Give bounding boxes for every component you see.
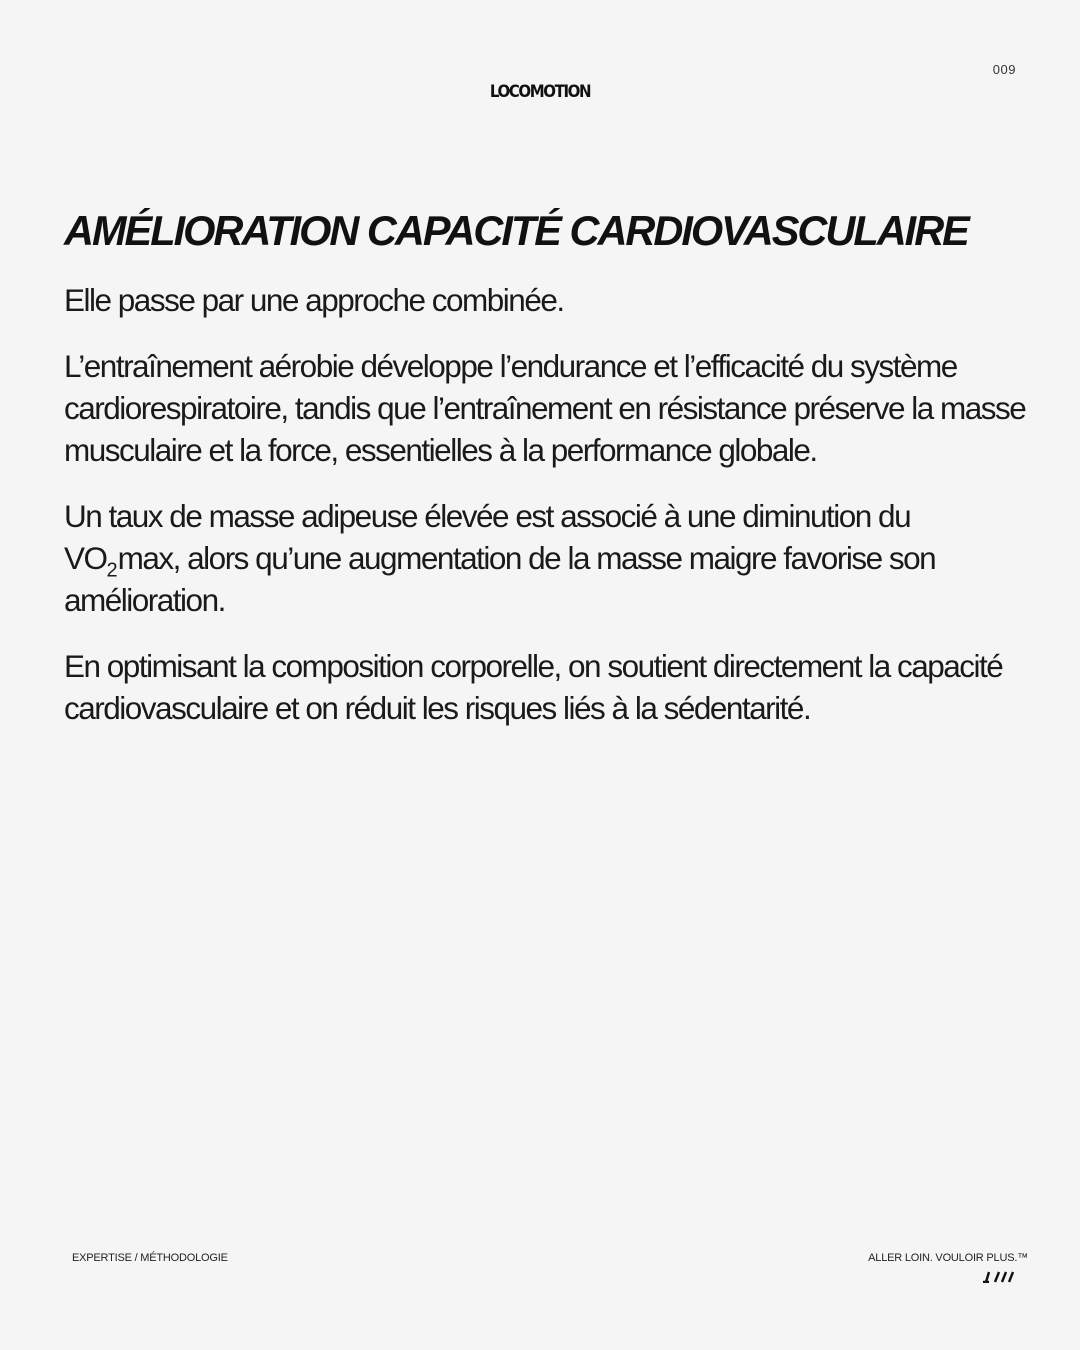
paragraph-composition: En optimisant la composition corporelle, on soutient directement la capacité cardiovasculaire et on réduit les risques liés à la sédentarité.: [64, 648, 1003, 726]
footer-tagline: ALLER LOIN. VOULOIR PLUS.™: [868, 1252, 1028, 1264]
paragraph-vo2max: Un taux de masse adipeuse élevée est associé à une diminution du $VO_2\max$, alors qu’une augmentation de la masse maigre favorise son amélioration.: [64, 498, 936, 618]
paragraph-intro: Elle passe par une approche combinée.: [64, 282, 564, 318]
brand-logo: LOCOMOTION: [489, 80, 591, 102]
slash-marks-icon: [983, 1271, 1017, 1283]
paragraph-training: L’entraînement aérobie développe l’endurance et l’efficacité du système cardiorespiratoire, tandis que l’entraînement en résistance préserve la masse musculaire et la force, essentielles à la performance globale.: [64, 348, 1026, 468]
page-number: 009: [992, 62, 1016, 77]
main-content: [64, 205, 1026, 753]
footer-section-label: EXPERTISE / MÉTHODOLOGIE: [72, 1252, 228, 1264]
page-title: AMÉLIORATION CAPACITÉ CARDIOVASCULAIRE: [64, 207, 968, 254]
